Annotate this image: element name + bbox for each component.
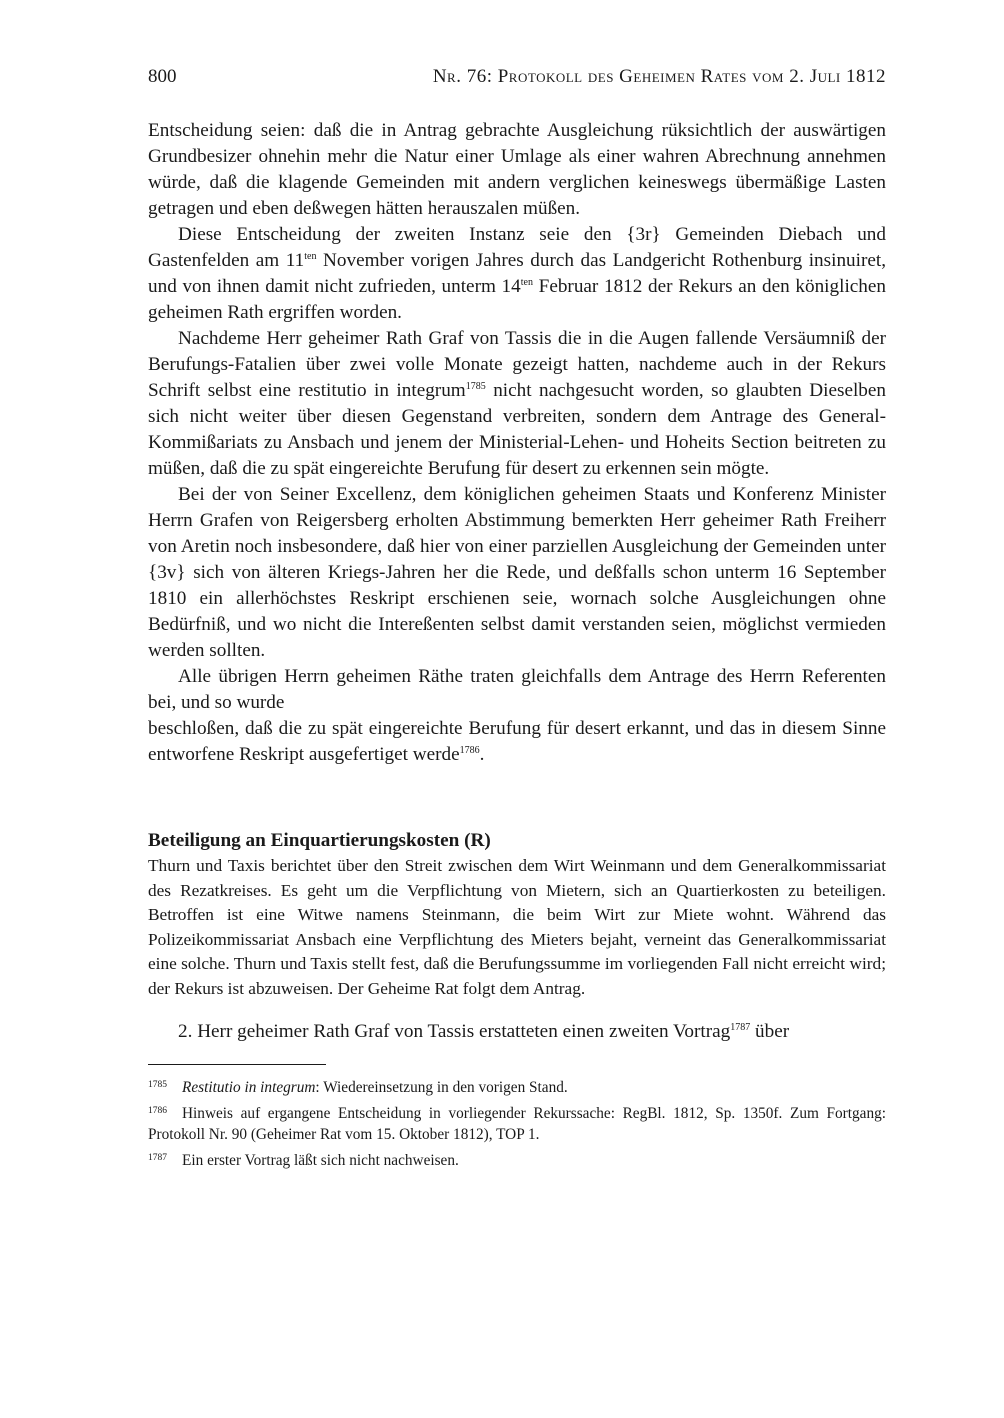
numbered-item: 2. Herr geheimer Rath Graf von Tassis erstatteten einen zweiten Vortrag$^{1787}$ über <box>178 1021 790 1042</box>
document-page <box>148 66 886 1175</box>
paragraph: Bei der von Seiner Excellenz, dem königlichen geheimen Staats und Konferenz Minister Herrn Grafen von Reigersberg erholten Abstimmung bemerkten Herr geheimer Rath Freiherr von Aretin noch insbesondere, daß hier von einer parziellen Ausgleichung der Gemeinden unter {3v} sich von älteren Kriegs-Jahren her die Rede, und deßfalls schon unterm 16 September 1810 ein allerhöchstes Reskript erschienen seie, wornach solche Ausgleichungen ohne Bedürfniß, und wo nicht die Intereßenten selbst damit verstanden seien, möglichst vermieden werden sollten. <box>148 484 886 661</box>
paragraph: Entscheidung seien: daß die in Antrag gebrachte Ausgleichung rüksichtlich der auswärtigen Grundbesizer ohnehin mehr die Natur einer Umlage als einer wahren Abrechnung annehmen würde, daß die klagende Gemeinden mit andern verglichen keineswegs übermäßige Lasten getragen und eben deßwegen hätten herauszalen müßen. <box>148 120 886 219</box>
paragraph: Diese Entscheidung der zweiten Instanz seie den {3r} Gemeinden Diebach und Gastenfelden am $11^{ten}$ November vorigen Jahres durch das Landgericht Rothenburg insinuiret, und von ihnen damit nicht zufrieden, unterm $14^{ten}$ Februar 1812 der Rekurs an den königlichen geheimen Rath ergriffen worden. <box>148 224 886 323</box>
main-text <box>148 118 886 768</box>
section-heading: Beteiligung an Einquartierungskosten (R) <box>148 830 491 851</box>
footnote: 1785 Restitutio in integrum: Wiedereinsetzung in den vorigen Stand. <box>148 1079 568 1097</box>
page-number: 800 <box>148 66 177 87</box>
ordinal-superscript: ten <box>304 251 317 262</box>
paragraph: Nachdeme Herr geheimer Rath Graf von Tassis die in die Augen fallende Versäumniß der Berufungs-Fatalien über zwei volle Monate gezeigt hatten, nachdeme auch in der Rekurs Schrift selbst eine restitutio in integrum$^{1785}$ nicht nachgesucht worden, so glaubten Dieselben sich nicht weiter über diesen Gegenstand verbreiten, sondern dem Antrage des General-Kommißariats zu Ansbach und jenem der Ministerial-Lehen- und Hoheits Section beitreten zu müßen, daß die zu spät eingereichte Berufung für desert zu erkennen sein mögte. <box>148 328 886 479</box>
footnote-ref[interactable]: 1786 <box>459 745 480 756</box>
running-header <box>148 66 886 96</box>
footnote: 1787 Ein erster Vortrag läßt sich nicht nachweisen. <box>148 1151 459 1169</box>
footnotes <box>148 1077 886 1171</box>
section-summary: Thurn und Taxis berichtet über den Streit zwischen dem Wirt Weinmann und dem Generalkommissariat des Rezatkreises. Es geht um die Verpflichtung von Mietern, sich an Quartierkosten zu beteiligen. Betroffen ist eine Witwe namens Steinmann, die beim Wirt zur Miete wohnt. Während das Polizeikommissariat Ansbach eine Verpflichtung des Mieters bejaht, verneint das Generalkommissariat eine solche. Thurn und Taxis stellt fest, daß die Berufungssumme im vorliegenden Fall nicht erreicht wird; der Rekurs ist abzuweisen. Der Geheime Rat folgt dem Antrag. <box>148 856 886 998</box>
resolution-text: beschloßen, daß die zu spät eingereichte Berufung für desert erkannt, und das in diesem Sinne entworfene Reskript ausgefertiget werde$^{1786}$. <box>148 718 886 765</box>
footnote-ref[interactable]: 1785 <box>465 381 486 392</box>
ordinal-superscript: ten <box>520 277 533 288</box>
paragraph: Alle übrigen Herrn geheimen Räthe traten gleichfalls dem Antrage des Herrn Referenten bei, und so wurde <box>148 666 886 713</box>
footnote-ref[interactable]: 1787 <box>730 1022 751 1033</box>
footnote-divider <box>148 1064 326 1065</box>
running-title: Nr. 76: Protokoll des Geheimen Rates vom 2. Juli 1812 <box>432 66 886 87</box>
footnote: 1786 Hinweis auf ergangene Entscheidung in vorliegender Rekurssache: RegBl. 1812, Sp. 1350f. Zum Fortgang: Protokoll Nr. 90 (Geheimer Rat vom 15. Oktober 1812), TOP 1. <box>148 1104 886 1144</box>
